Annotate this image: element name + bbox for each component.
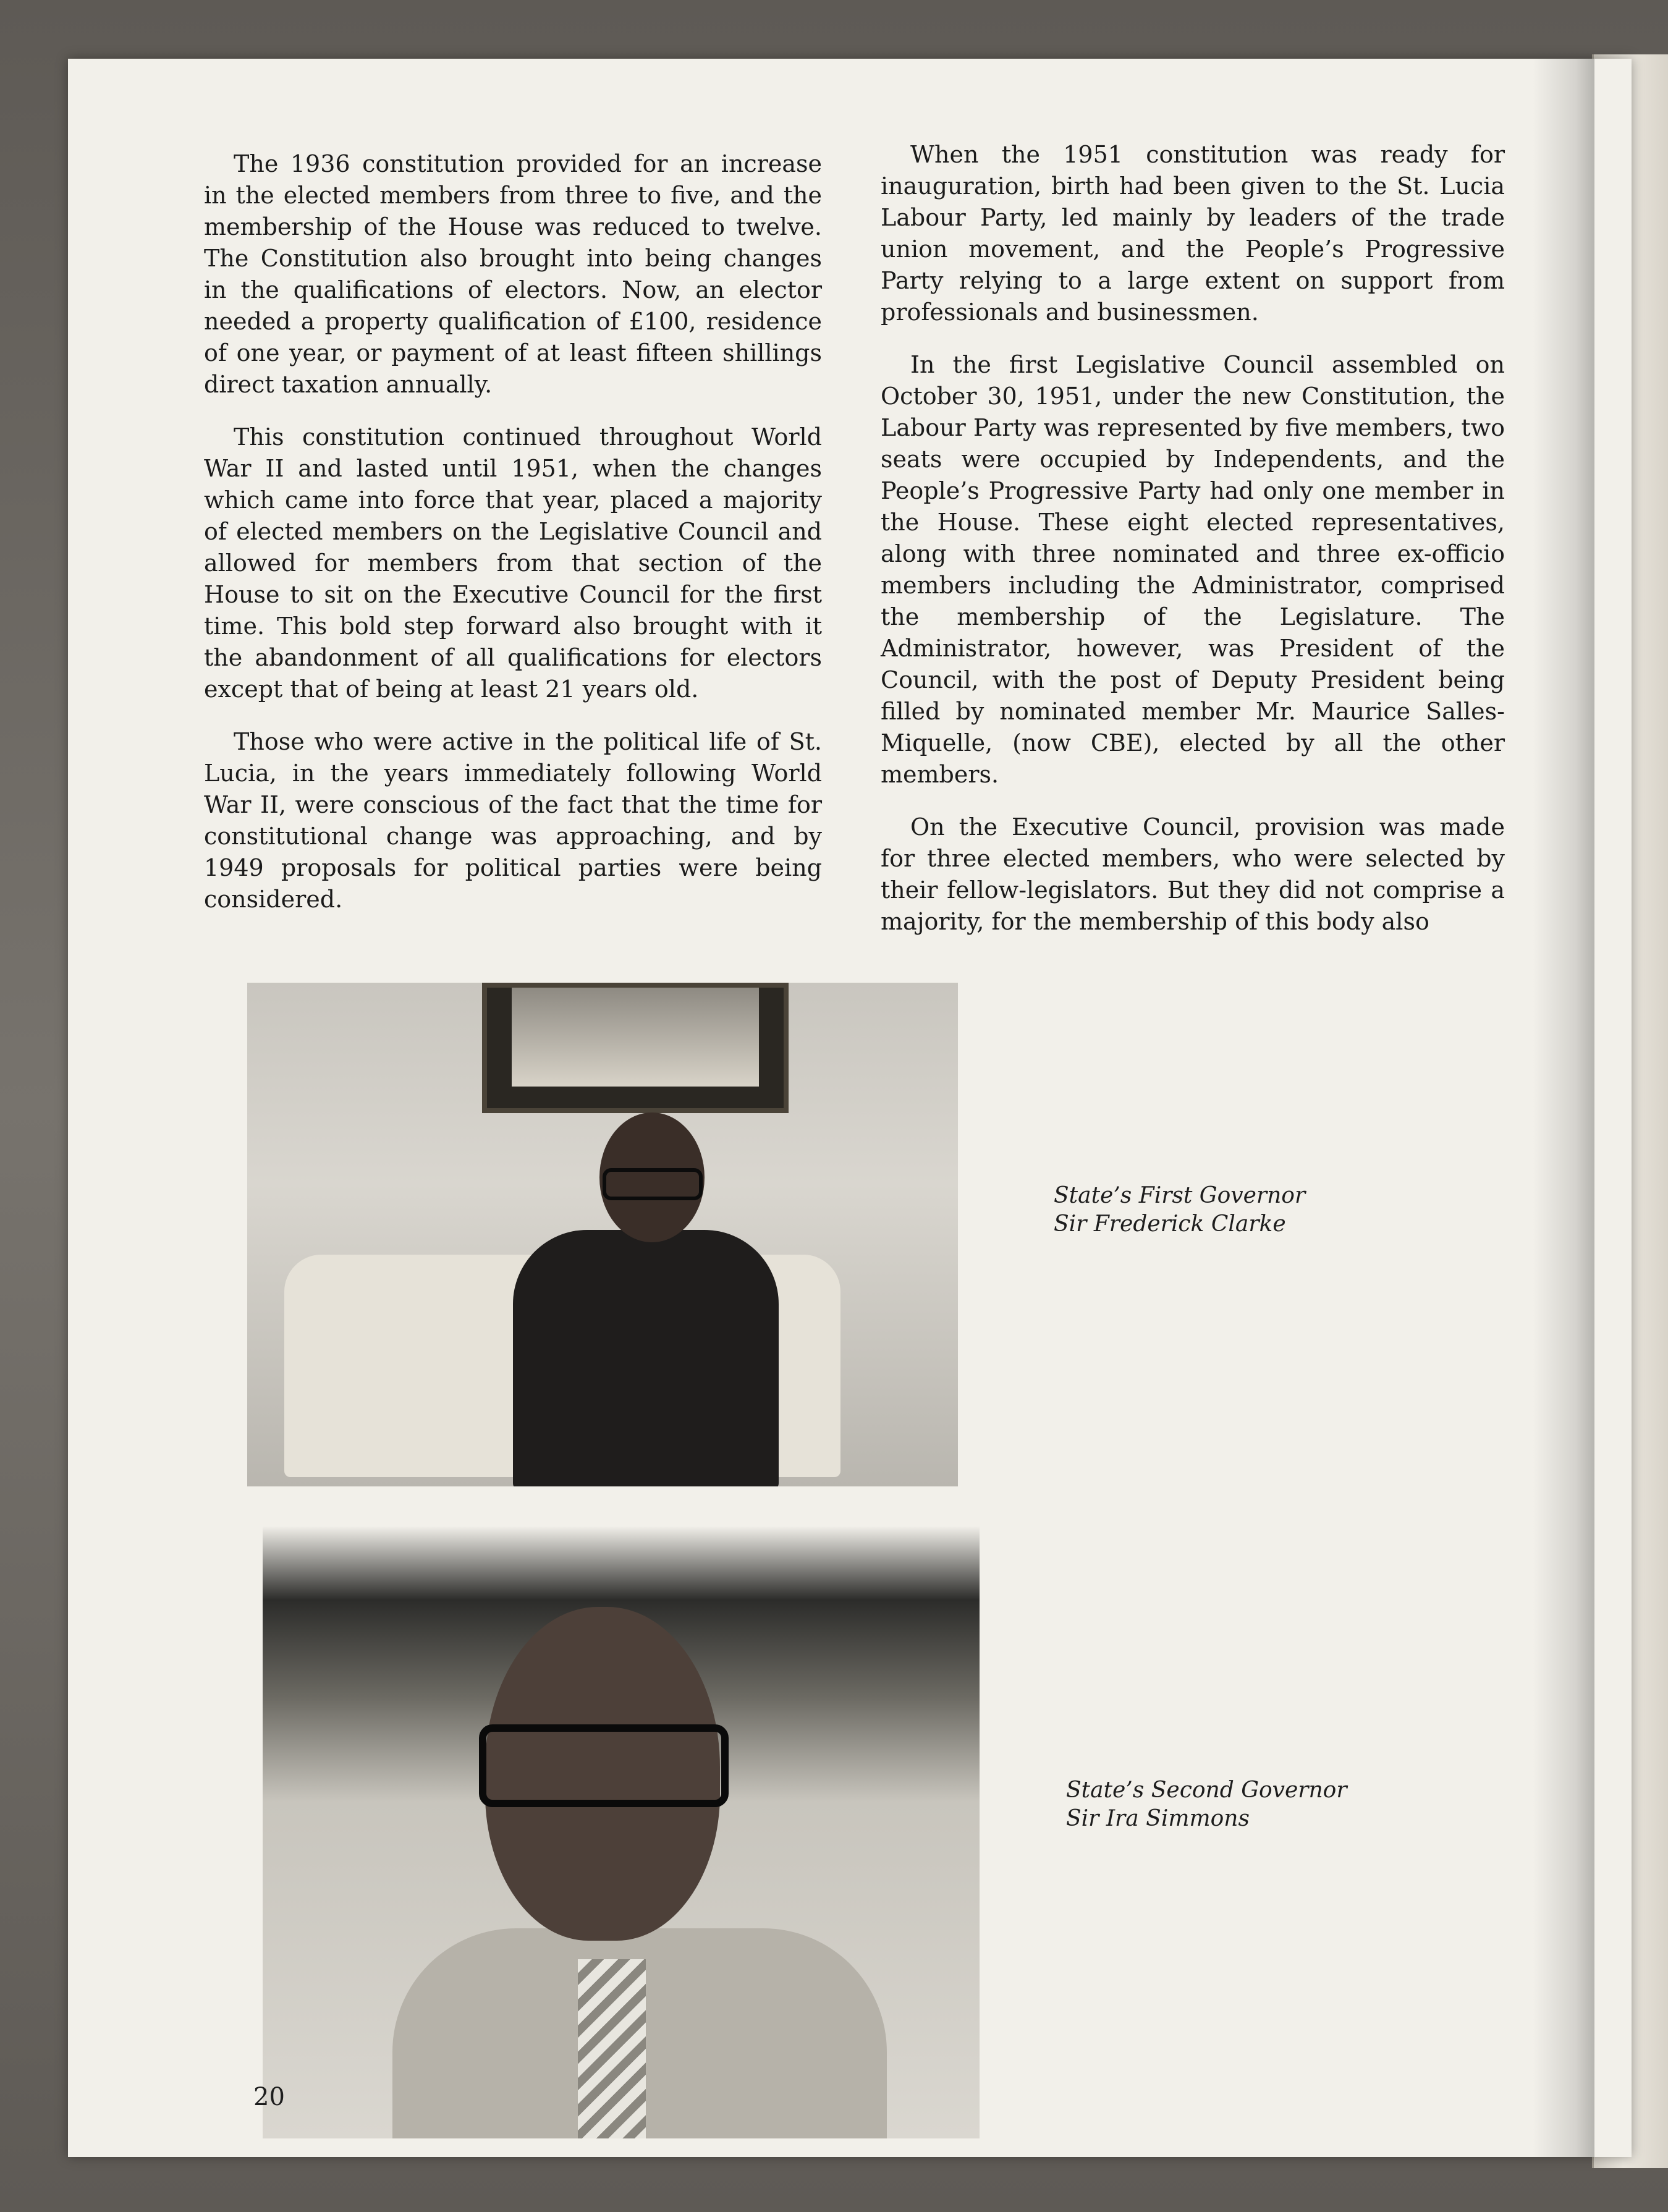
eyeglasses: [479, 1724, 729, 1807]
paragraph: On the Executive Council, provision was made for three elected members, who were selected by their fellow-legislators. But they did not comprise a majority, for the membership of this body also: [881, 813, 1505, 935]
striped-tie: [578, 1959, 646, 2138]
caption-name: Sir Ira Simmons: [1066, 1806, 1250, 1831]
wall-portrait-frame: [482, 983, 789, 1113]
paragraph: Those who were active in the political life of St. Lucia, in the years immediately following World War II, were conscious of the fact that the time for constitutional change was approaching, and by 1949 proposals for political parties were being considered.: [204, 728, 822, 913]
paragraph: The 1936 constitution provided for an increase in the elected members from three to five, and the membership of the House was reduced to twelve. The Constitution also brought into being changes in the qualifications of electors. Now, an elector needed a property qualification of £100, residence of one year, or payment of at least fifteen shillings direct taxation annually.: [204, 150, 822, 398]
left-text-column: [204, 148, 822, 936]
photo-first-governor: [247, 983, 958, 1486]
right-text-column: [881, 139, 1505, 959]
suit: [513, 1230, 779, 1486]
gutter-shadow: [1533, 59, 1594, 2157]
caption-second-governor: [1066, 1776, 1347, 1833]
wall-portrait-image: [512, 988, 759, 1087]
photo-second-governor: [263, 1527, 980, 2138]
caption-title: State’s First Governor: [1054, 1183, 1306, 1208]
eyeglasses: [603, 1168, 703, 1200]
page-number: 20: [253, 2083, 285, 2111]
paragraph: In the first Legislative Council assembled on October 30, 1951, under the new Constitution, the Labour Party was represented by five members, two seats were occupied by Independents, and the People’s Progressive Party had only one member in the House. These eight elected representatives, along with three nominated and three ex-officio members including the Administrator, comprised the membership of the Legislature. The Administrator, however, was President of the Council, with the post of Deputy President being filled by nominated member Mr. Maurice Salles-Miquelle, (now CBE), elected by all the other members.: [881, 351, 1505, 788]
paragraph: This constitution continued throughout World War II and lasted until 1951, when the changes which came into force that year, placed a majority of elected members on the Legislative Council and allowed for members from that section of the House to sit on the Executive Council for the first time. This bold step forward also brought with it the abandonment of all qualifications for electors except that of being at least 21 years old.: [204, 423, 822, 703]
caption-name: Sir Frederick Clarke: [1054, 1211, 1286, 1237]
paragraph: When the 1951 constitution was ready for inauguration, birth had been given to the St. Lucia Labour Party, led mainly by leaders of the trade union movement, and the People’s Progressive Party relying to a large extent on support from professionals and businessmen.: [881, 141, 1505, 326]
caption-title: State’s Second Governor: [1066, 1778, 1347, 1803]
caption-first-governor: [1054, 1182, 1305, 1239]
